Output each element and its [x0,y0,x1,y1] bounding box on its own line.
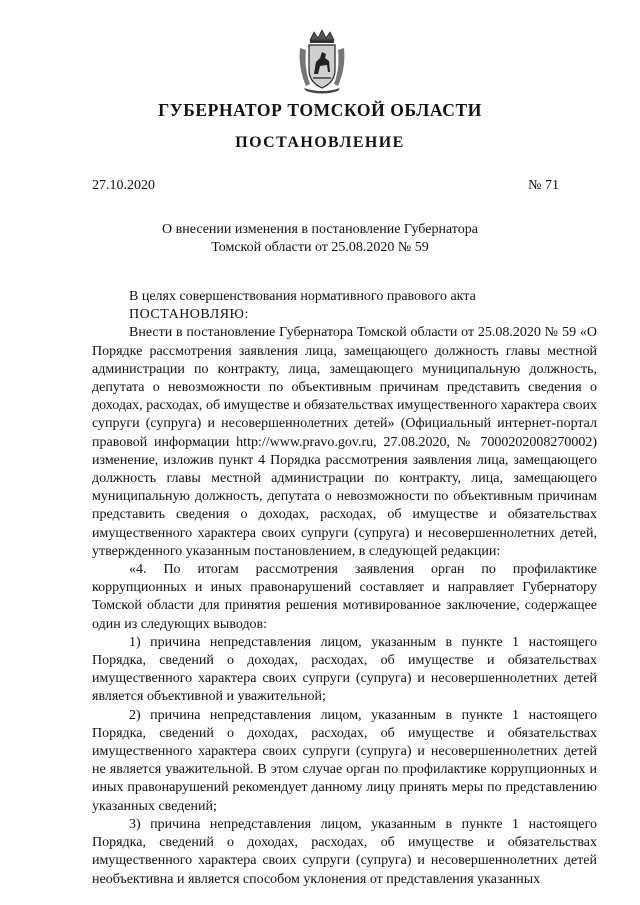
paragraph: «4. По итогам рассмотрения заявления орган по профилактике коррупционных и иных правонарушений составляет и направляет Губернатору Томской области для принятия решения мотивированное заключение, содержащее один из следующих выводов: [92,562,597,632]
document-body [92,288,597,889]
list-item: 3) причина непредставления лицом, указанным в пункте 1 настоящего Порядка, сведений о доходах, расходах, об имуществе и обязательствах имущественного характера своих супруги (супруга) и несовершеннолетних детей необъективна и является способом уклонения от представления указанных [92,816,597,887]
document-date: 27.10.2020 [92,178,155,193]
document-type: ПОСТАНОВЛЕНИЕ [235,134,405,151]
coat-of-arms-icon [296,28,348,94]
title-line: О внесении изменения в постановление Губернатора [162,222,478,237]
list-item: 1) причина непредставления лицом, указанным в пункте 1 настоящего Порядка, сведений о доходах, расходах, об имуществе и обязательствах имущественного характера своих супруги (супруга) и несовершеннолетних детей является объективной и уважительной; [92,634,597,705]
document-number: № 71 [528,178,559,193]
issuing-authority: ГУБЕРНАТОР ТОМСКОЙ ОБЛАСТИ [158,100,482,120]
preamble: В целях совершенствования нормативного правового акта [129,289,476,304]
list-item: 2) причина непредставления лицом, указанным в пункте 1 настоящего Порядка, сведений о доходах, расходах, об имуществе и обязательствах имущественного характера своих супруги (супруга) и несовершеннолетних детей не является уважительной. В этом случае орган по профилактике коррупционных и иных правонарушений рекомендует данному лицу принять меры по представлению указанных сведений; [92,707,597,814]
paragraph: Внести в постановление Губернатора Томской области от 25.08.2020 № 59 «О Порядке рассмотрения заявления лица, замещающего должность главы местной администрации по контракту, лица, замещающего муниципальную должность, депутата о невозможности по объективным причинам представить сведения о доходах, расходах, об имуществе и обязательствах имущественного характера своих супруги (супруга) и несовершеннолетних детей» (Официальный интернет-портал правовой информации http://www.pravo.gov.ru, 27.08.2020, № 7000202008270002) изменение, изложив пункт 4 Порядка рассмотрения заявления лица, замещающего должность главы местной администрации по контракту, лица, замещающего муниципальную должность, депутата о невозможности по объективным причинам представить сведения о доходах, расходах, об имуществе и обязательствах имущественного характера своих супруги (супруга) и несовершеннолетних детей, утвержденного указанным постановлением, в следующей редакции: [92,325,597,559]
title-line: Томской области от 25.08.2020 № 59 [211,240,429,255]
proclaim: ПОСТАНОВЛЯЮ: [129,307,249,323]
document-title [120,221,520,257]
